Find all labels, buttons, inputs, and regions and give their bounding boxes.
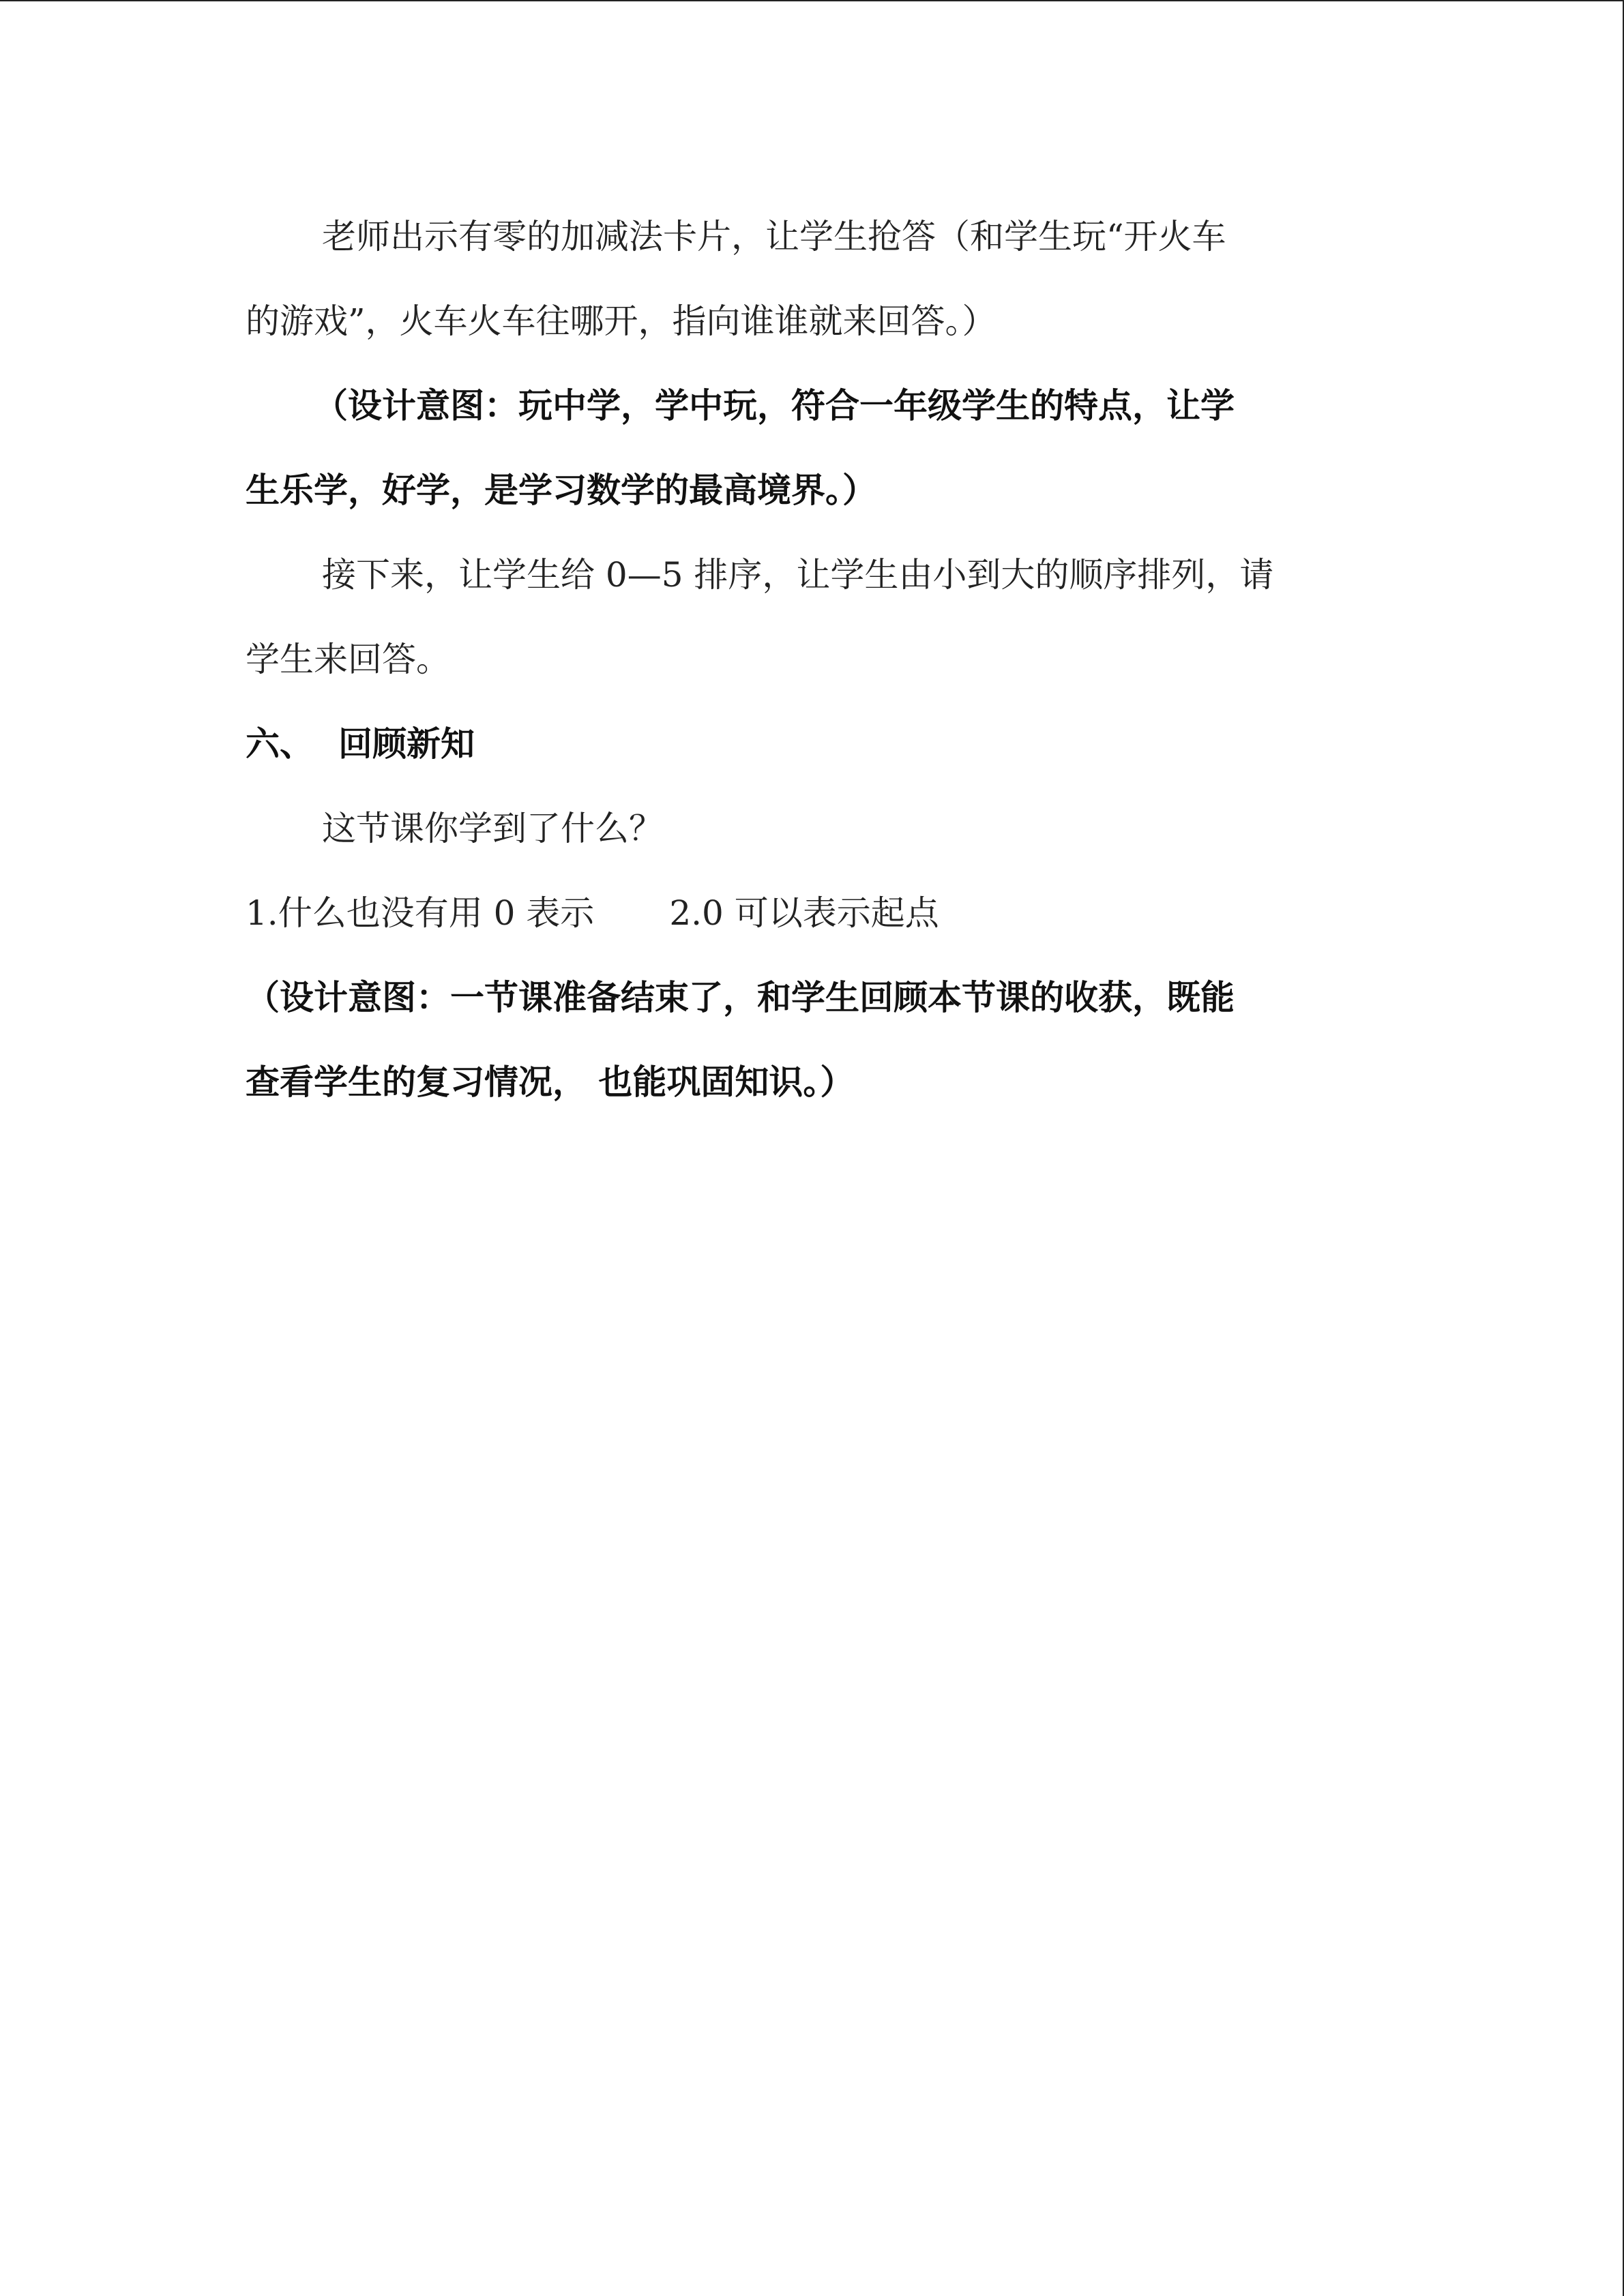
paragraph-1-line-2: 的游戏”，火车火车往哪开，指向谁谁就来回答。） xyxy=(246,301,996,341)
paragraph-2-line-1: 接下来，让学生给 0—5 排序，让学生由小到大的顺序排列，请 xyxy=(322,555,1274,595)
paragraph-1-line-1: 老师出示有零的加减法卡片，让学生抢答（和学生玩“开火车 xyxy=(322,217,1226,256)
summary-point-2: 2.0 可以表示起点 xyxy=(669,893,939,933)
section-heading xyxy=(246,724,475,764)
review-question: 这节课你学到了什么？ xyxy=(322,809,663,848)
design-note-2-line-2: 查看学生的复习情况， 也能巩固知识。） xyxy=(246,1062,855,1102)
paragraph-2-line-2: 学生来回答。 xyxy=(246,640,450,679)
design-note-1-line-2: 生乐学，好学，是学习数学的最高境界。） xyxy=(246,471,876,510)
summary-point-1: 1.什么也没有用 0 表示 xyxy=(246,893,595,933)
design-note-2-line-1: （设计意图：一节课准备结束了，和学生回顾本节课的收获，既能 xyxy=(246,978,1235,1017)
summary-points xyxy=(246,893,939,933)
section-number: 六、 xyxy=(246,724,314,764)
section-title: 回顾新知 xyxy=(338,724,475,764)
design-note-1-line-1: （设计意图：玩中学，学中玩，符合一年级学生的特点，让学 xyxy=(314,386,1235,426)
